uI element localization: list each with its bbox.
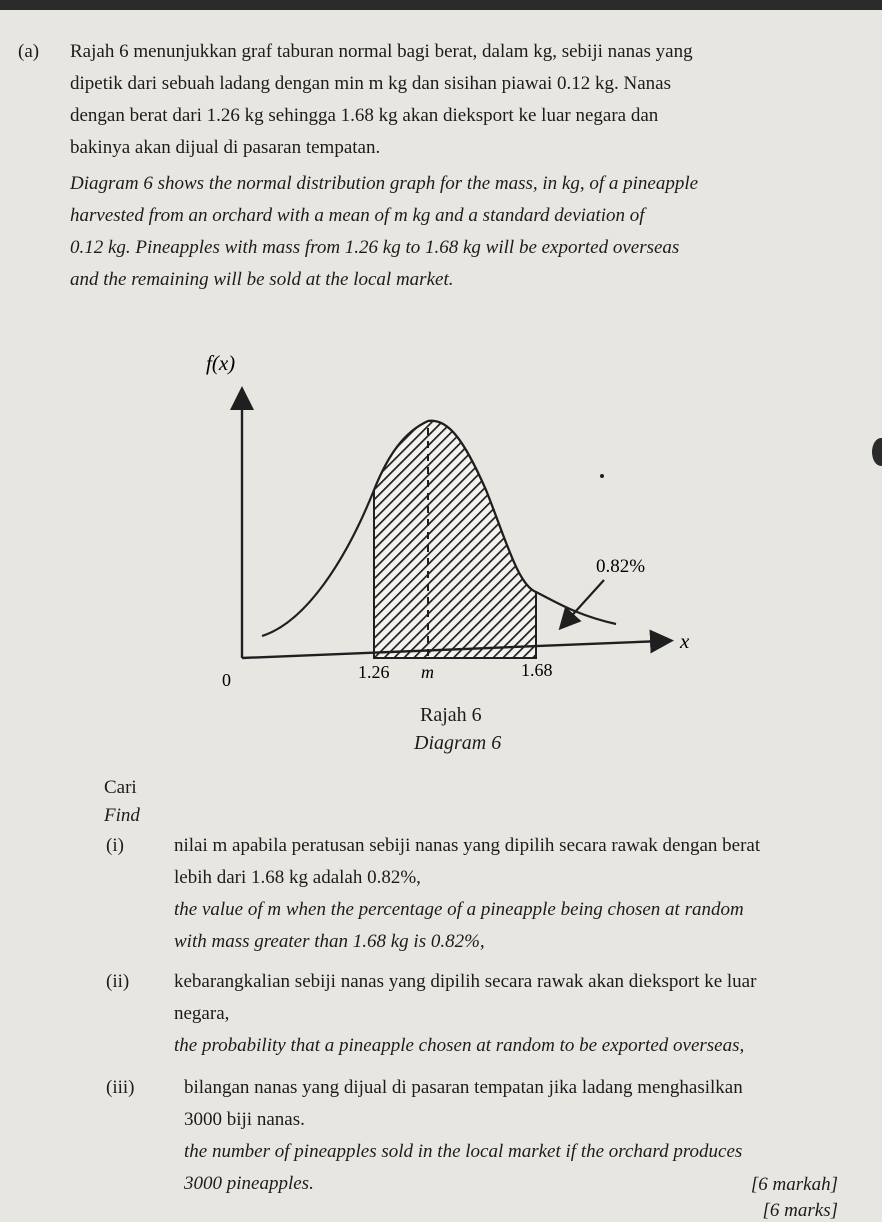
part-ii-malay-1: kebarangkalian sebiji nanas yang dipilih secara rawak akan dieksport ke luar: [174, 971, 757, 992]
part-i-malay-1: nilai m apabila peratusan sebiji nanas yang dipilih secara rawak dengan berat: [174, 835, 761, 856]
english-line-3: 0.12 kg. Pineapples with mass from 1.26 kg to 1.68 kg will be exported overseas: [70, 237, 680, 258]
part-iii-number: (iii): [106, 1077, 135, 1098]
question-english-text: [70, 168, 800, 296]
tick-label-mean: m: [421, 662, 434, 682]
part-i-english-1: the value of m when the percentage of a pineapple being chosen at random: [174, 899, 744, 920]
photo-top-edge: [0, 0, 882, 10]
part-ii-english-1: the probability that a pineapple chosen at random to be exported overseas,: [174, 1035, 745, 1056]
part-i-number: (i): [106, 835, 124, 856]
tick-label-1-26: 1.26: [358, 662, 390, 682]
marks-english: [6 marks]: [762, 1200, 838, 1221]
find-malay: Cari: [104, 777, 137, 798]
part-ii-number: (ii): [106, 971, 130, 992]
english-line-2: harvested from an orchard with a mean of m kg and a standard deviation of: [70, 205, 645, 226]
part-ii-text: [174, 966, 824, 1062]
caption-malay: Rajah 6: [420, 704, 482, 726]
y-axis-label: f(x): [206, 351, 236, 375]
part-iii-english-1: the number of pineapples sold in the local market if the orchard produces: [184, 1141, 743, 1162]
question-malay-text: [70, 36, 800, 164]
malay-line-1: Rajah 6 menunjukkan graf taburan normal bagi berat, dalam kg, sebiji nanas yang: [70, 41, 693, 62]
tick-label-1-68: 1.68: [521, 660, 553, 680]
part-iii-text: [184, 1072, 834, 1200]
shaded-export-region: [374, 421, 536, 658]
malay-line-3: dengan berat dari 1.26 kg sehingga 1.68 kg akan dieksport ke luar negara dan: [70, 105, 659, 126]
normal-distribution-diagram: [196, 340, 696, 700]
stray-dot-mark: [600, 474, 604, 478]
part-iii-malay-2: 3000 biji nanas.: [184, 1109, 305, 1130]
origin-label: 0: [222, 670, 231, 690]
find-english: Find: [104, 805, 140, 826]
english-line-1: Diagram 6 shows the normal distribution graph for the mass, in kg, of a pineapple: [70, 173, 699, 194]
part-ii-malay-2: negara,: [174, 1003, 230, 1024]
english-line-4: and the remaining will be sold at the local market.: [70, 269, 454, 290]
malay-line-4: bakinya akan dijual di pasaran tempatan.: [70, 137, 381, 158]
caption-english: Diagram 6: [414, 732, 502, 754]
x-axis-label: x: [680, 629, 690, 653]
marks-malay: [6 markah]: [750, 1174, 838, 1195]
tail-percentage-label: 0.82%: [596, 556, 646, 577]
part-iii-english-2: 3000 pineapples.: [184, 1173, 314, 1194]
malay-line-2: dipetik dari sebuah ladang dengan min m kg dan sisihan piawai 0.12 kg. Nanas: [70, 73, 672, 94]
part-i-text: [174, 830, 824, 958]
part-i-malay-2: lebih dari 1.68 kg adalah 0.82%,: [174, 867, 421, 888]
paper-hole-mark: [872, 438, 882, 466]
question-label: (a): [18, 41, 40, 62]
part-iii-malay-1: bilangan nanas yang dijual di pasaran tempatan jika ladang menghasilkan: [184, 1077, 743, 1098]
part-i-english-2: with mass greater than 1.68 kg is 0.82%,: [174, 931, 485, 952]
